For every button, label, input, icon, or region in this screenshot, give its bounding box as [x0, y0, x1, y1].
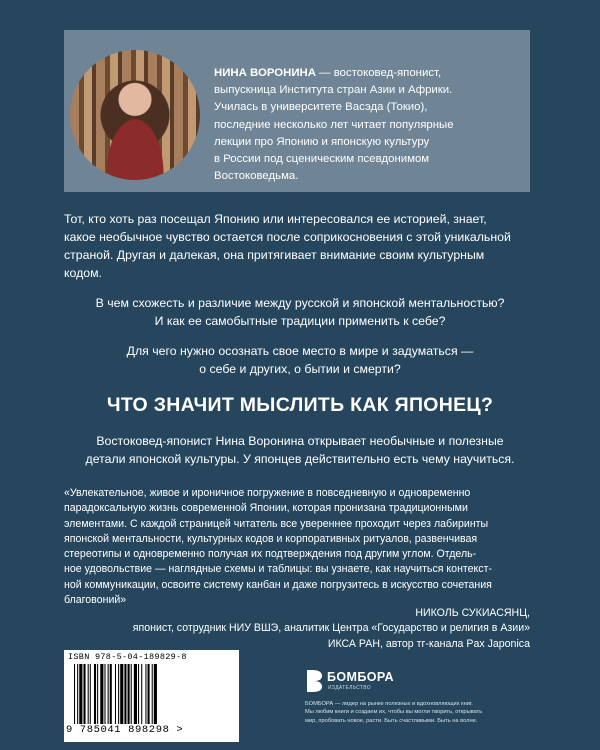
- publisher-slogan: [305, 700, 540, 725]
- bio-line: — востоковед-японист,: [316, 67, 442, 79]
- barcode-bar: [128, 664, 130, 724]
- text-line: «Увлекательное, живое и ироничное погружение в повседневную и одновременно: [64, 487, 471, 499]
- barcode-bar: [124, 664, 126, 724]
- text-line: Востоковед-японист Нина Воронина открывает необычные и полезные: [96, 434, 504, 448]
- text-line: о себе и других, о бытии и смерти?: [199, 362, 401, 376]
- bio-line: в России под сценическим псевдонимом: [214, 153, 430, 166]
- barcode-bar: [79, 664, 82, 724]
- bio-line: Востоковедьма.: [214, 170, 299, 183]
- text-line: Мы любим книги и создаем их, чтобы вы могли творить, открывать: [305, 709, 483, 716]
- text-line: элементами. С каждой страницей читатель все увереннее проходит через лабиринты: [64, 517, 489, 530]
- barcode-bar: [74, 664, 75, 724]
- barcode-bar: [152, 664, 153, 724]
- barcode-bar: [104, 664, 105, 724]
- author-name: НИНА ВОРОНИНА: [214, 67, 317, 79]
- barcode-bars: [74, 664, 229, 724]
- text-line: какое необычное чувство остается после соприкосновения с этой уникальной: [64, 230, 511, 244]
- text-line: японской ментальности, культурных кодов и корпоративных ритуалов, развенчивая: [64, 532, 478, 545]
- text-line: В чем схожесть и различие между русской и японской ментальностью?: [95, 296, 505, 310]
- barcode-bar: [100, 664, 103, 724]
- reviewer-title: ИКСА РАН, автор тг-канала Pax Japonica: [327, 637, 530, 650]
- barcode-bar: [97, 664, 98, 724]
- text-line: парадоксальную жизнь современной Японии, которая пронизана традиционными: [64, 502, 468, 515]
- barcode-bar: [148, 664, 150, 724]
- barcode-bar: [90, 664, 91, 724]
- publisher-sub: ИЗДАТЕЛЬСТВО: [328, 685, 371, 691]
- text-line: кодом.: [64, 266, 102, 280]
- reviewer-title: японист, сотрудник НИУ ВШЭ, аналитик Центра «Государство и религия в Азии»: [132, 622, 530, 635]
- intro-paragraph: [64, 210, 544, 282]
- author-photo: [70, 50, 200, 180]
- bio-line: последние несколько лет читает популярные: [214, 118, 454, 131]
- text-line: страной. Другая и далекая, она притягивает внимание своим культурным: [64, 248, 485, 262]
- bio-line: Училась в университете Васэда (Токио),: [214, 101, 428, 114]
- barcode-bar: [145, 664, 146, 724]
- barcode-bar: [88, 664, 89, 724]
- reviewer-signature: [70, 606, 530, 652]
- barcode-bar: [141, 664, 142, 724]
- barcode-bar: [108, 664, 109, 724]
- text-line: благовоний»: [64, 594, 127, 607]
- text-line: Тот, кто хоть раз посещал Японию или интересовался ее историей, знает,: [64, 212, 487, 226]
- text-line: мир, пробовать новое, расти. Быть счастливыми. Быть на волне.: [305, 717, 478, 724]
- publisher-name: БОМБОРА: [327, 670, 394, 684]
- barcode-bar: [134, 664, 137, 724]
- barcode-bar: [118, 664, 119, 724]
- bio-line: лекции про Японию и японскую культуру: [214, 135, 430, 148]
- text-line: Для чего нужно осознать свое место в мире и задуматься —: [126, 344, 474, 358]
- barcode-digits: 9 785041 898298 >: [66, 724, 184, 736]
- barcode-bar: [110, 664, 112, 724]
- isbn-text: ISBN 978-5-04-189829-8: [68, 652, 187, 662]
- barcode-bar: [94, 664, 96, 724]
- text-line: И как ее самобытные традиции применить к себе?: [154, 314, 446, 328]
- barcode-bar: [83, 664, 85, 724]
- barcode: [64, 650, 239, 742]
- text-line: ное удовольствие — наглядные схемы и таблицы: вы узнаете, как научиться контекст-: [64, 563, 492, 576]
- text-line: БОМБОРА — лидер на рынке полезных и вдохновляющих книг.: [305, 701, 473, 707]
- question-paragraph-2: [60, 342, 540, 378]
- barcode-bar: [115, 664, 116, 724]
- text-line: ной коммуникации, освоите систему канбан и даже погрузитесь в искусство сочетания: [64, 578, 492, 591]
- bio-line: выпускница Института стран Азии и Африки.: [214, 84, 453, 97]
- author-bio: [214, 65, 524, 185]
- summary-paragraph: [60, 432, 540, 468]
- barcode-bar: [138, 664, 139, 724]
- question-paragraph-1: [60, 294, 540, 330]
- reviewer-name: НИКОЛЬ СУКИАСЯНЦ,: [415, 607, 530, 619]
- bombora-logo-icon: [305, 668, 323, 694]
- barcode-bar: [77, 664, 78, 724]
- barcode-bar: [131, 664, 132, 724]
- review-quote: [64, 486, 534, 608]
- text-line: детали японской культуры. У японцев действительно есть чему научиться.: [85, 452, 515, 466]
- author-box: [64, 30, 530, 192]
- text-line: стереотипы и одновременно получая их подтверждения под другим углом. Отдель-: [64, 548, 477, 561]
- barcode-bar: [154, 664, 157, 724]
- barcode-bar: [120, 664, 123, 724]
- headline: ЧТО ЗНАЧИТ МЫСЛИТЬ КАК ЯПОНЕЦ?: [106, 394, 494, 416]
